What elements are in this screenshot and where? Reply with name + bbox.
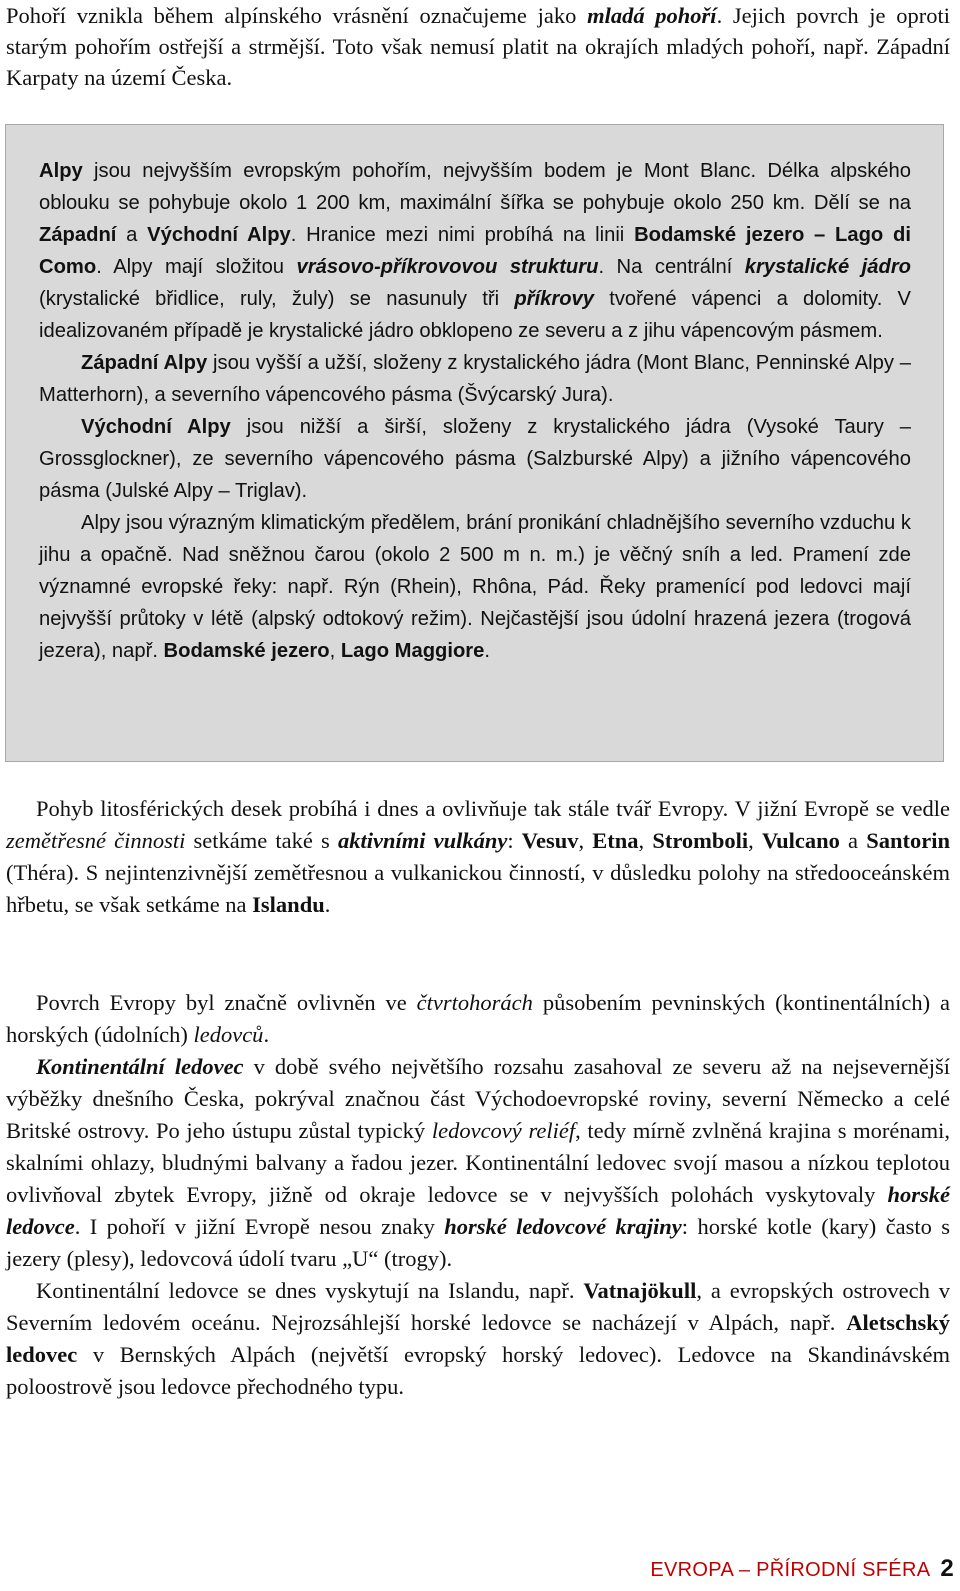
text: , a evropských ostrovech v Severním ledovém oceánu. Nejrozsáhlejší horské ledovce se nacházejí v Alpách, např. — [6, 1278, 950, 1335]
footer-title: EVROPA – PŘÍRODNÍ SFÉRA — [650, 1559, 931, 1581]
intro-paragraph — [6, 0, 950, 93]
term-vychodni-alpy: Východní Alpy — [147, 224, 291, 246]
text: : — [507, 828, 522, 853]
term-ledovcovy-relief: ledovcový reliéf — [431, 1118, 576, 1143]
text: v době svého největšího rozsahu zasahoval ze severu až na nejsevernější výběžky dnešního Česka, pokrýval značnou část Východoevropské roviny, severní Německo a celé Britské ostrovy. Po jeho ústupu zůstal typický — [6, 1054, 950, 1143]
term-krystalicke-jadro: krystalické jádro — [744, 256, 912, 278]
text: , — [329, 640, 341, 662]
term-prikrovy: příkrovy — [514, 288, 594, 310]
text: a — [839, 828, 867, 853]
term-island: Islandu — [252, 892, 325, 917]
term-kontinentalni-ledovec: Kontinentální ledovec — [36, 1054, 244, 1079]
text: setkáme také s — [185, 828, 338, 853]
term-aletschsky-ledovec: Aletschský ledovec — [6, 1310, 950, 1367]
plates-section — [6, 793, 950, 921]
text: . — [484, 640, 490, 662]
text: Kontinentální ledovce se dnes vyskytují na Islandu, např. — [36, 1278, 584, 1303]
alps-paragraph-3 — [39, 411, 911, 507]
alps-paragraph-2 — [39, 347, 911, 411]
text: jsou vyšší a užší, složeny z krystalického jádra (Mont Blanc, Penninské Alpy – Matterhorn), a severního vápencového pásma (Švýcarský Jura). — [39, 352, 911, 406]
text: . — [263, 1022, 270, 1047]
alps-info-box — [5, 124, 944, 762]
alps-paragraph-1 — [39, 155, 911, 347]
alps-paragraph-4 — [39, 507, 911, 667]
text: : horské kotle (kary) často s jezery (plesy), ledovcová údolí tvaru „U“ (trogy). — [6, 1214, 950, 1271]
text: Alpy jsou výrazným klimatickým předělem, brání pronikání chladnějšího severního vzduchu k jihu a opačně. Nad sněžnou čarou (okolo 2 500 m n. m.) je věčný sníh a led. Pramení zde významné evropské řeky: např. Rýn (Rhein), Rhôna, Pád. Řeky pramenící pod ledovci mají nejvyšší průtoky v létě (alpský odtokový režim). Nejčastější jsou údolní hrazená jezera (trogová jezera), např. — [39, 512, 911, 662]
term-zapadni: Západní — [39, 224, 117, 246]
term-etna: Etna — [592, 828, 639, 853]
term-vatnajokull: Vatnajökull — [583, 1278, 697, 1303]
page-number: 2 — [940, 1555, 954, 1582]
alps-info-content — [39, 155, 911, 667]
term-ctvrtohory: čtvrtohorách — [416, 990, 533, 1015]
text: . — [324, 892, 331, 917]
text: v Bernských Alpách (největší evropský horský ledovec). Ledovce na Skandinávském poloostrově jsou ledovce přechodného typu. — [6, 1342, 950, 1399]
text: jsou nejvyšším evropským pohořím, nejvyšším bodem je Mont Blanc. Délka alpského oblouku se pohybuje okolo 1 200 km, maximální šířka se pohybuje okolo 250 km. Dělí se na — [39, 160, 911, 214]
term-bodamske-jezero-lago-di-como: Bodamské jezero – Lago di Como — [39, 224, 911, 278]
text: (krystalické břidlice, ruly, žuly) se nasunuly tři — [39, 288, 515, 310]
text: Povrch Evropy byl značně ovlivněn ve — [36, 990, 417, 1015]
term-alpy: Alpy — [39, 160, 83, 182]
text: Pohyb litosférických desek probíhá i dnes a ovlivňuje tak stále tvář Evropy. V jižní Evropě se vedle — [36, 796, 950, 821]
term-vesuv: Vesuv — [521, 828, 579, 853]
term-zapadni-alpy: Západní Alpy — [81, 352, 208, 374]
text: a — [116, 224, 148, 246]
text: . Hranice mezi nimi probíhá na linii — [290, 224, 635, 246]
term-mlada-pohori: mladá pohoří — [587, 3, 717, 28]
page-footer — [650, 1555, 954, 1583]
term-horske-ledovcove-krajiny: horské ledovcové krajiny — [444, 1214, 682, 1239]
term-stromboli: Stromboli — [652, 828, 749, 853]
term-zemetresne-cinnosti: zemětřesné činnosti — [6, 828, 186, 853]
term-aktivni-vulkany: aktivními vulkány — [337, 828, 508, 853]
term-ledovce: ledovců — [193, 1022, 264, 1047]
text: Pohoří vznikla během alpínského vrásnění označujeme jako — [6, 3, 588, 28]
text: . Jejich povrch je oproti starým pohořím ostřejší a strmější. Toto však nemusí platit na okrajích mladých pohoří, např. Západní Karpaty na území Česka. — [6, 3, 950, 90]
text: , — [748, 828, 762, 853]
text: . Na centrální — [598, 256, 745, 278]
text: , — [578, 828, 593, 853]
plates-paragraph — [6, 793, 950, 921]
text: . I pohoří v jižní Evropě nesou znaky — [74, 1214, 445, 1239]
text: působením pevninských (kontinentálních) a horských (údolních) — [6, 990, 950, 1047]
text: (Théra). S nejintenzivnější zemětřesnou a vulkanickou činností, v důsledku polohy na středooceánském hřbetu, se však setkáme na — [6, 860, 950, 917]
glacial-paragraph-1 — [6, 987, 950, 1051]
glacial-paragraph-2 — [6, 1051, 950, 1275]
glacial-paragraph-3 — [6, 1275, 950, 1403]
text: . Alpy mají složitou — [96, 256, 297, 278]
glacial-section — [6, 987, 950, 1403]
text: , tedy mírně zvlněná krajina s morénami, skalními ohlazy, bludnými balvany a řadou jezer. Kontinentální ledovec svojí masou a nízkou teplotou ovlivňoval zbytek Evropy, jižně od okraje ledovce se v nejvyšších polohách vyskytovaly — [6, 1118, 951, 1207]
term-horske-ledovce: horské ledovce — [6, 1182, 950, 1239]
term-vulcano: Vulcano — [761, 828, 840, 853]
text: jsou nižší a širší, složeny z krystalického jádra (Vysoké Taury – Grossglockner), ze severního vápencového pásma (Salzburské Alpy) a jižního vápencového pásma (Julské Alpy – Triglav). — [39, 416, 911, 502]
term-santorin: Santorin — [866, 828, 950, 853]
term-vrasovo-prikrovova-struktura: vrásovo-příkrovovou strukturu — [296, 256, 599, 278]
text: tvořené vápenci a dolomity. V idealizovaném případě je krystalické jádro obklopeno ze severu a z jihu vápencovým pásmem. — [39, 288, 912, 342]
term-lago-maggiore: Lago Maggiore — [340, 640, 485, 662]
term-bodamske-jezero: Bodamské jezero — [163, 640, 330, 662]
text: , — [638, 828, 653, 853]
term-vychodni-alpy: Východní Alpy — [81, 416, 231, 438]
